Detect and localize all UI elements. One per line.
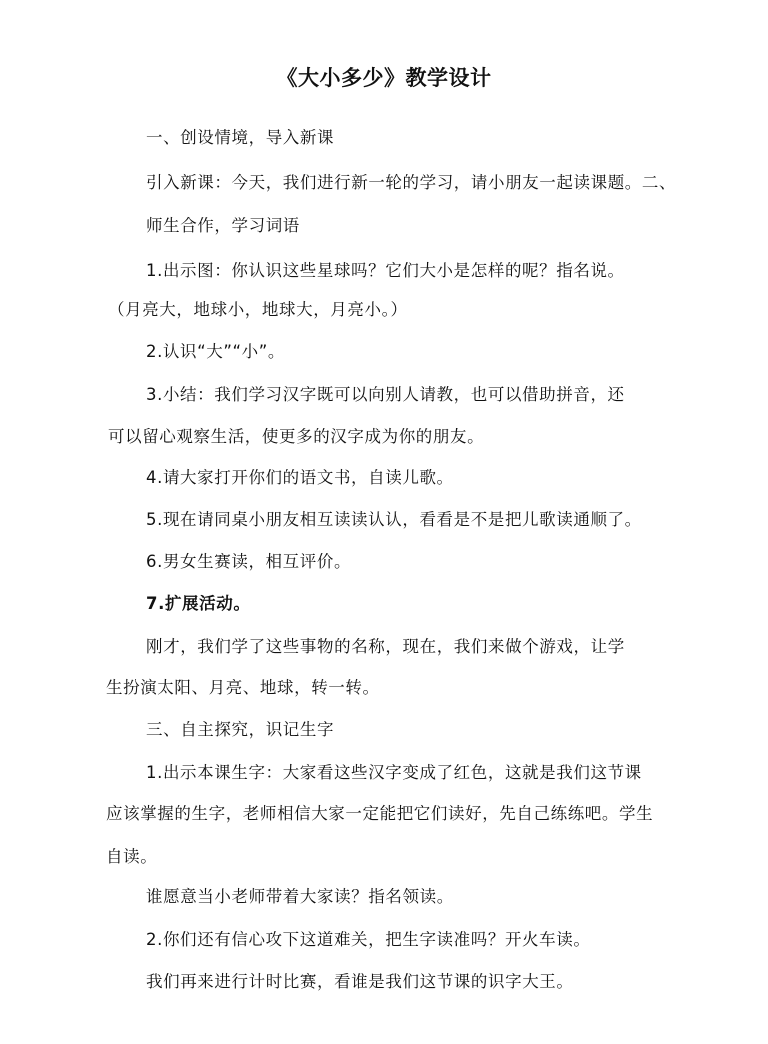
paragraph-line: 谁愿意当小老师带着大家读？指名领读。 — [146, 887, 454, 906]
paragraph-line: （月亮大，地球小，地球大，月亮小。） — [108, 300, 408, 319]
paragraph-line: 自读。 — [106, 847, 158, 866]
paragraph-line: 我们再来进行计时比赛，看谁是我们这节课的识字大王。 — [146, 972, 574, 991]
paragraph-line: 2.认识“大”“小”。 — [146, 342, 286, 361]
paragraph-line: 7.扩展活动。 — [146, 594, 251, 613]
section-heading-2: 师生合作，学习词语 — [146, 216, 300, 235]
paragraph-line: 引入新课：今天，我们进行新一轮的学习，请小朋友一起读课题。二、 — [146, 173, 677, 192]
paragraph-line: 3.小结：我们学习汉字既可以向别人请教，也可以借助拼音，还 — [146, 385, 625, 404]
paragraph-line: 5.现在请同桌小朋友相互读读认认，看看是不是把儿歌读通顺了。 — [146, 510, 642, 529]
paragraph-line: 生扮演太阳、月亮、地球，转一转。 — [106, 678, 380, 697]
paragraph-line: 2.你们还有信心攻下这道难关，把生字读准吗？开火车读。 — [146, 930, 591, 949]
paragraph-line: 1.出示本课生字：大家看这些汉字变成了红色，这就是我们这节课 — [146, 763, 642, 782]
paragraph-line: 可以留心观察生活，使更多的汉字成为你的朋友。 — [108, 427, 485, 446]
section-heading-3: 三、自主探究，识记生字 — [146, 720, 335, 739]
section-heading-1: 一、创设情境，导入新课 — [146, 128, 335, 147]
paragraph-line: 应该掌握的生字，老师相信大家一定能把它们读好，先自己练练吧。学生 — [106, 804, 654, 823]
paragraph-line: 4.请大家打开你们的语文书，自读儿歌。 — [146, 468, 454, 487]
paragraph-line: 刚才，我们学了这些事物的名称，现在，我们来做个游戏，让学 — [146, 637, 625, 656]
document-title: 《大小多少》教学设计 — [276, 66, 492, 90]
paragraph-line: 1.出示图：你认识这些星球吗？它们大小是怎样的呢？指名说。 — [146, 261, 625, 280]
paragraph-line: 6.男女生赛读，相互评价。 — [146, 552, 352, 571]
